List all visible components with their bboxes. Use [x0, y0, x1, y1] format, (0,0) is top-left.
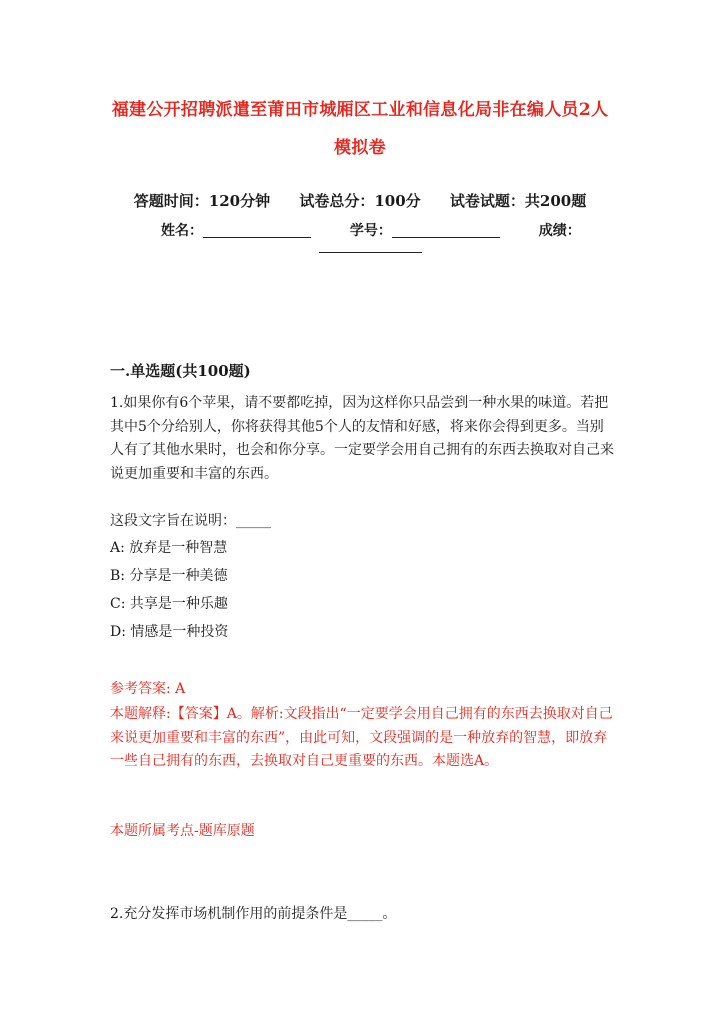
score-label: 成绩：: [538, 223, 581, 239]
answer: 参考答案: A: [110, 681, 186, 697]
student-info-fields: [161, 220, 581, 240]
option-b: B: 分享是一种美德: [110, 568, 228, 584]
option-a: A: 放弃是一种智慧: [110, 540, 228, 556]
option-c: C: 共享是一种乐趣: [110, 596, 228, 612]
exam-total-score: 试卷总分：100分: [299, 192, 421, 210]
exam-meta: [0, 190, 720, 211]
document-title-line2: 模拟卷: [334, 138, 386, 158]
question-2-stem: 2.充分发挥市场机制作用的前提条件是_____。: [110, 906, 397, 922]
question-1-stem: 1.如果你有6个苹果，请不要都吃掉，因为这样你只品尝到一种水果的味道。若把其中5个分给别人，你将获得其他5个人的友情和好感，将来你会得到更多。当别人有了其他水果时，也会和你分享。一定要学会用自己拥有的东西去换取对自己来说更加重要和丰富的东西。: [110, 395, 614, 482]
option-d: D: 情感是一种投资: [110, 624, 229, 640]
name-blank: [203, 223, 311, 238]
exam-time: 答题时间：120分钟: [133, 192, 271, 210]
section-title: 一.单选题(共100题): [110, 362, 251, 380]
document-title: 福建公开招聘派遣至莆田市城厢区工业和信息化局非在编人员2人: [111, 100, 609, 120]
question-1-prompt: 这段文字旨在说明：_____: [110, 513, 271, 529]
name-label: 姓名：: [161, 223, 203, 239]
question-source: 本题所属考点-题库原题: [110, 823, 255, 839]
id-label: 学号：: [349, 223, 392, 239]
id-blank: [392, 223, 500, 238]
score-blank: [319, 252, 422, 253]
exam-question-count: 试卷试题：共200题: [449, 192, 587, 210]
explanation: 本题解释:【答案】A。解析:文段指出“一定要学会用自己拥有的东西去换取对自己来说更加重要和丰富的东西”，由此可知，文段强调的是一种放弃的智慧，即放弃一些自己拥有的东西，去换取对自己更重要的东西。本题选A。: [110, 706, 613, 769]
